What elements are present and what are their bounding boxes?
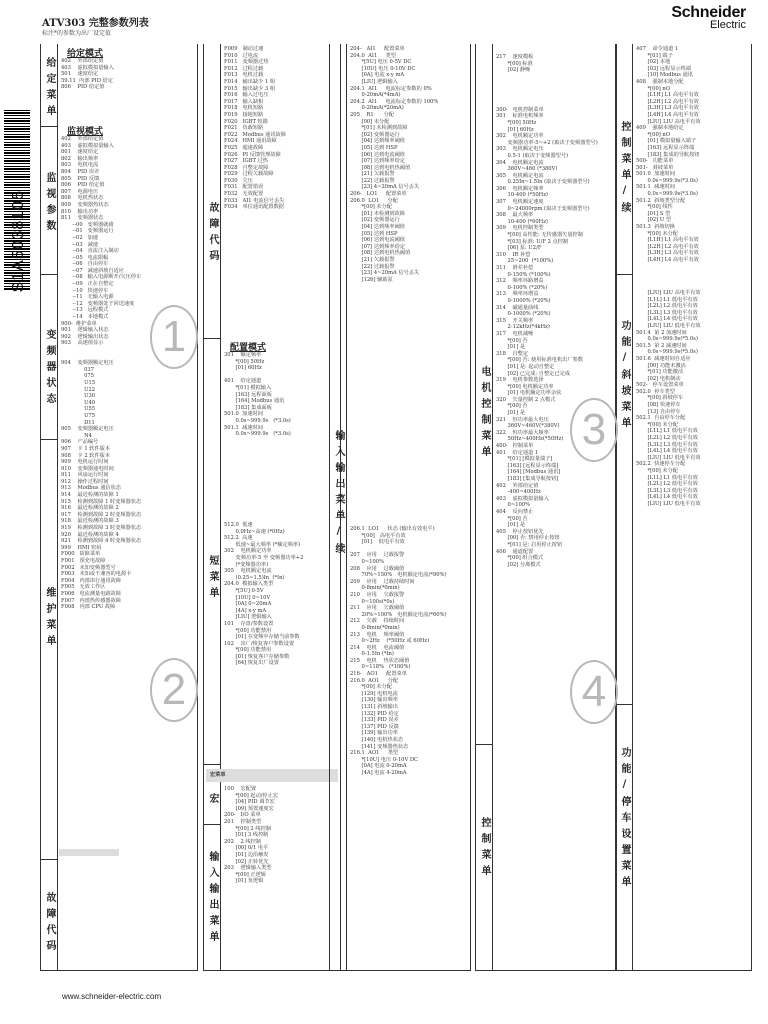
logo-line1: Schneider (671, 4, 746, 21)
section-label-io2: 输入输出菜单/续 (333, 429, 344, 559)
list-short-params: 301 额定频率 *[00] 50Hz [01] 60Hz 401 给定通道 *[01] 模拟输入 [163] 远程面板 [164] Modbus 通讯 [183] 集成面板 501.0 加速时间 0.0s~999.9s (*3.0s) 501.1 减速时间 0.0s~999.9s (*3.0s) (224, 352, 291, 438)
circle-marker-3: 3 (570, 398, 618, 462)
column-2 (203, 44, 341, 971)
section-label-mon: 监视参数 (44, 172, 55, 236)
logo-line2: Electric (709, 19, 746, 31)
schneider-logo (671, 4, 746, 31)
list-fault-codes: F009 制动过速 F010 过电流 F011 变频器过热 F012 过程过载 F013 电机过载 F014 输出缺少 1 相 F015 输出缺少 3 相 F016 输入过电压 F017 输入缺相 F018 电机短路 F019 接地短路 F020 IGBT 短路 F021 负载短路 F022 Modbus 通讯故障 F024 HMI 通讯故障 F025 超速故障 F026 PI 反馈管理故障 F027 IGBT 过热 F028 自整定故障 F029 过程欠载故障 F030 欠压 F031 配置错误 F032 无效配置 F033 AI1 电流信号丢失 F034 单位通讯配置数据 (224, 46, 286, 211)
list-set-params: 402 外部给定值 403 虚拟模拟量输入 501 速度给定 59.11 内部 PID 给定 806 PID 给定值 (61, 58, 114, 91)
serial-number: S1A5038105 (10, 190, 27, 293)
section-label-shc: 短菜单 (207, 555, 218, 603)
document-subtitle: 标注*的参数为出厂设定值 (42, 30, 112, 37)
list-short-params-2: 512.0 低速 0.0Hz~高速 (*0Hz) 512.2 高速 低速~最大频率 (*额定频率) 302 电机额定功率 变频功率-5 至 变频器功率+2 (*变频器功率) 305 电机额定电流 (0.25~1.5)In (*In) 204.0 模拟输入类型 *[5U] 0-5V [10U] 0~10V [0A] 0~20mA [4A] x-y mA [LIU] 逻辑输入 101 存盘/参数设置 *[00] 功能禁用 [01] 在变频中存储当前参数 102 出厂/恢复客户参数设置 *[00] 功能禁用 [01] 恢复客户存储参数 [64] 恢复出厂设置 (224, 522, 304, 667)
list-macro-io: 100 宏配置 *[00] 起动/停止宏 [04] PID 调节宏 [09] 预置速度宏 200- I/O 菜单 201 控制类型 *[00] 2 线控制 [01] 3 线控制 202 2 线控制 [00] 0/1 电平 [01] 边沿触发 [02] 正转优先 203 逻辑输入类型 *[00] 正逻辑 [01] 负逻辑 (224, 786, 279, 885)
list-io-params: 204- AI1 配置菜单 204.0 AI1 类型 *[5U] 电压 0-5V DC [10U] 电压 0-10V DC [0A] 电流 x-y mA [LIU] 逻辑输入 204.1 AI1 电流标定参数的 0% 0-20mA(*4mA) 204.2 AI1 电流标定参数的 100% 0-20mA(*20mA) 205 R1 分配 [00] 未分配 *[01] 未检测到故障 [02] 变频器运行 [04] 达到频率阈值 [05] 达到 HSP [06] 达到电流阈值 [07] 达到频率给定 [08] 达到电机热阈值 [21] 欠载报警 [22] 过载报警 [23] 4~20mA 信号丢失 206- LO1 配置菜单 206.0 LO1 分配 *[00] 未分配 [01] 未检测到故障 [02] 变频器运行 [04] 达到频率阈值 [05] 达到 HSP [06] 达到电流阈值 [07] 达到频率给定 [08] 达到电机热阈值 [21] 欠载报警 [22] 过载报警 [23] 4~20mA 信号丢失 [126] 辅助泵 (350, 46, 439, 283)
column-3 (329, 44, 471, 971)
section-label-ctl2: 控制菜单/续 (619, 120, 630, 218)
section-label-drv: 变频器状态 (44, 329, 55, 409)
heading-config-mode: 配置模式 (230, 343, 267, 353)
circle-marker-2: 2 (150, 658, 198, 722)
column-5 (615, 44, 752, 971)
section-label-flt: 故障代码 (44, 892, 55, 956)
circle-marker-1: 1 (150, 305, 198, 369)
section-label-io: 输入输出菜单 (207, 851, 218, 947)
section-label-flt2: 故障代码 (207, 202, 218, 266)
section-label-mot: 电机控制菜单 (479, 366, 490, 462)
section-label-mnt: 维护菜单 (44, 587, 55, 651)
section-label-ctl: 控制菜单 (479, 817, 490, 881)
column-4 (475, 44, 617, 971)
section-label-set: 给定菜单 (44, 57, 55, 121)
list-motor-params: 217 速度模板 *[00] 标准 [02] 静噪 300- 电机控制菜单 301 标准电机频率 *[00] 50Hz [01] 60Hz 302 电机额定功率 变频器功率-5~+2 (取决于变频器型号) 303 电机额定电压 0.5-1 (取决于变频器型号) 304 电机额定电流 360V~460 (*380V) 305 电机额定电流 0.25In~1.5In (取决于变频器型号) 306 电机额定频率 10-400 (*50Hz) 307 电机额定速度 0~24000rpm (取决于变频器型号) 308 最大频率 10-400 (*60Hz) 309 电机控制类型 *[00] 高性能: 无传感器矢量控制 *[03] 标准: U/F 2 点控制 [06] 泵: U2/F 310 IR 补偿 25~200 (*100%) 311 滑差补偿 0-150% (*100%) 312 频率环路增益 0-100% (*20%) 313 频率环增益 0-1000% (*20%) 314 磁通量曲线 0-1000% (*20%) 315 开关频率 2-12kHz(*4kHz) 317 电机减噪 *[00] 否 [01] 是 318 自整定 *[00] 否: 使用标准电机出厂参数 [01] 是: 起动自整定 [02] 已完成: 自整定已完成 319 电机参数选择 *[00] 电机额定功率 [01] 电机额定功率余弦 320 矢量控制 2 点模式 *[00] 否 [01] 是 321 恒功率最大电压 360V~460V(*380V) 322 恒功率最大频率 50Hz~400Hz(*50Hz) 400- 控制菜单 401 给定通道 1 *[01] [模拟量端子] [163] [远程显示终端] [164] [Modbus 通讯] [183] [集成导航按钮] 402 外部给定值 -400~400Hz 403 虚拟模拟量输入 0~100% 404 反向禁止 *[00] 否 [01] 是 405 停止按钮优先 [00] 否: 禁用停止按钮 *[01] 是: 启用停止按钮 406 通道配置 *[00] 组合模式 [02] 分离模式 (496, 54, 598, 568)
list-mon-params: 402 外部给定值 403 虚拟模拟量输入 801 速度给定 802 输出频率 803 电机电流 804 PID 误差 805 PID 反馈 806 PID 给定值 807 电源电压 808 电机热状态 809 变频器热状态 810 输出功率 811 变频器状态 --00 变频器就绪 --01 变频器运行 --02 加速 --03 减速 --04 直流注入制动 --05 电流限幅 --06 自由停车 --07 减速斜坡自适应 --08 输入电源断开/欠压停车 --09 正在自整定 --10 快速停车 --11 无输入电源 --12 变频器处于回送速度 --13 远程模式 --14 本地模式 900- 维护菜单 901 逻辑输入状态 902 逻辑输出状态 903 高速值显示 904 变频器额定电压 037 075 U15 U22 U30 U40 U55 U75 D11 905 变频器额定电压 N4 906 产品编号 907 卡 1 软件版本 908 卡 2 软件版本 909 电机运行时间 910 变频器通电时间 911 风扇运行时间 912 操作过程时间 913 Modbus 通信状态 914 最近检测的故障 1 915 检测到故障 1 时变频器状态 916 最近检测的故障 2 917 检测到故障 2 时变频器状态 918 最近检测的故障 3 919 检测到故障 3 时变频器状态 920 最近检测的故障 4 921 检测到故障 4 时变频器状态 999 HMI 密码 F000 故障菜单 F001 预充电故障 F002 未知变频器型号 F003 未知或不兼容的电源卡 F004 内部串行通讯故障 F005 无效工作区 F006 电流测量电路故障 F007 内部热传感器故障 F008 内部 CPU 故障 (61, 136, 142, 611)
document-title: ATV303 完整参数列表 (42, 18, 149, 29)
section-label-ramp: 功能/斜坡菜单 (619, 319, 630, 433)
section-label-mac: 宏 (207, 793, 218, 809)
heading-mon-mode: 监视模式 (67, 127, 104, 137)
heading-macro: 宏菜单 (210, 772, 226, 778)
section-label-stop: 功能/停车设置菜单 (619, 746, 630, 892)
footer-url: www.schneider-electric.com (62, 992, 162, 1001)
heading-set-mode: 给定模式 (67, 49, 104, 59)
column-1 (40, 44, 198, 971)
list-control-params: 407 命令通道 1 *[01] 端子 [02] 本地 [03] 远程显示终端 [10] Modbus 通讯 408 强制本地分配 *[00] nO [L1H] L1 高电平有效 [L2H] L2 高电平有效 [L3H] L3 高电平有效 [L4H] L4 高电平有效 [LIU] LIU 高电平有效 409 强制本地给定 *[00] nO [01] 模拟量输入端子 [163] 远程显示终端 [183] 集成的导航按钮 500- 功能菜单 501- 斜坡菜单 501.0 加速时间 0.0s~999.9s(*3.0s) 501.1 减速时间 0.0s~999.9s(*3.0s) 501.2 斜坡类型分配 *[00] 线性 [01] S 型 [02] U 型 501.3 斜坡切换 *[00] 未分配 [L1H] L1 高电平有效 [L2H] L2 高电平有效 [L3H] L3 高电平有效 [L4H] L4 高电平有效 [LIU] LIU 高电平有效 [L1L] L1 低电平有效 [L2L] L2 低电平有效 [L3L] L3 低电平有效 [L4L] L4 低电平有效 [LIU] LIU 低电平有效 501.4 第 2 加速时间 0.0s~999.9s(*5.0s) 501.5 第 2 减速时间 0.0s~999.9s(*5.0s) 501.6 减速时间自适应 [00] 功能未激活 *[01] 功能激活 [02] 电机制动 502- 停车设置菜单 502.0 停车类型 *[00] 斜坡停车 [08] 快速停车 [13] 自由停车 502.1 自由停车分配 *[00] 未分配 [L1L] L1 低电平有效 [L2L] L2 低电平有效 [L3L] L3 低电平有效 [L4L] L4 低电平有效 [LIU] LIU 低电平有效 502.2 快速停车分配 *[00] 未分配 [L1L] L1 低电平有效 [L2L] L2 低电平有效 [L3L] L3 低电平有效 [L4L] L4 低电平有效 [LIU] LIU 低电平有效 (636, 46, 701, 507)
circle-marker-4: 4 (570, 660, 618, 724)
list-io-params-2: 206.1 LO1 状态 (输出有效电平) *[00] 高电平有效 [01] 低电平有效 207 应用 过载报警 0~100% 208 应用 过载阈值 70%~150% 电机额定电流(*90%) 209 应用 过载持续时间 0-8min(*0min) 210 应用 欠载报警 0~100s(*0s) 211 应用 欠载阈值 20%~100% 电机额定电流(*60%) 212 欠载 持续时间 0-8min(*0min) 213 电机 频率阈值 0~2Hz (*50Hz 或 60Hz) 214 电机 电流阈值 0-1.5In (*In) 215 电机 热状态阈值 0~118% (*100%) 216- AO1 配置菜单 216.0 AO1 分配 *[00] 未分配 [129] 电机电流 [130] 输出频率 [131] 斜坡输出 [132] PID 给定 [133] PID 误差 [137] PID 反馈 [139] 输出功率 [140] 电机热状态 [141] 变频器热状态 216.1 AO1 类型 *[10U] 电压 0-10V DC [0A] 电流 0-20mA [4A] 电流 4-20mA (350, 526, 447, 776)
